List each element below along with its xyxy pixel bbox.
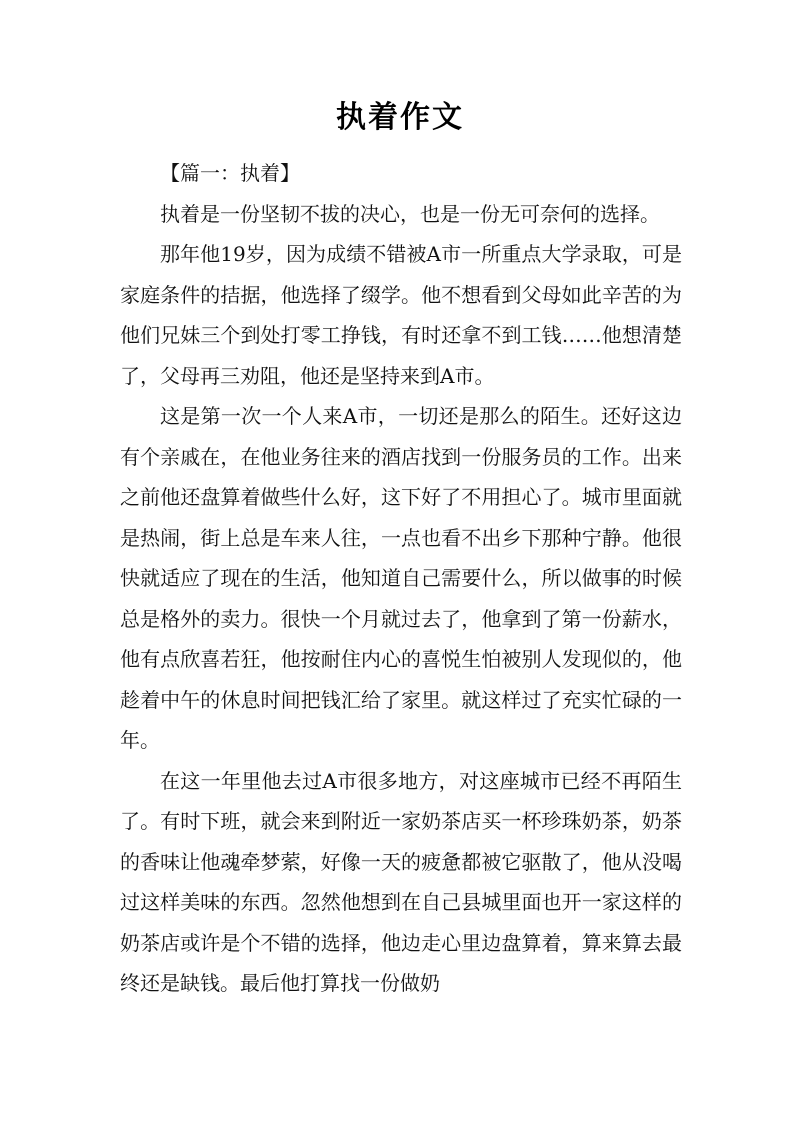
- section-heading: 【篇一：执着】: [160, 161, 300, 185]
- document-title: 执着作文: [336, 100, 464, 135]
- document-body: [120, 153, 682, 1004]
- paragraph-4: 在这一年里他去过A市很多地方，对这座城市已经不再陌生了。有时下班，就会来到附近一家奶茶店买一杯珍珠奶茶，奶茶的香味让他魂牵梦萦，好像一天的疲惫都被它驱散了，他从没喝过这样美味的东西。忽然他想到在自己县城里面也开一家这样的奶茶店或许是个不错的选择，他边走心里边盘算着，算来算去最终还是缺钱。最后他打算找一份做奶: [120, 768, 682, 995]
- paragraph-3: 这是第一次一个人来A市，一切还是那么的陌生。还好这边有个亲戚在，在他业务往来的酒店找到一份服务员的工作。出来之前他还盘算着做些什么好，这下好了不用担心了。城市里面就是热闹，街上总是车来人往，一点也看不出乡下那种宁静。他很快就适应了现在的生活，他知道自己需要什么，所以做事的时候总是格外的卖力。很快一个月就过去了，他拿到了第一份薪水，他有点欣喜若狂，他按耐住内心的喜悦生怕被别人发现似的，他趁着中午的休息时间把钱汇给了家里。就这样过了充实忙碌的一年。: [120, 404, 682, 752]
- paragraph-2: 那年他19岁，因为成绩不错被A市一所重点大学录取，可是家庭条件的拮据，他选择了缀学。他不想看到父母如此辛苦的为他们兄妹三个到处打零工挣钱，有时还拿不到工钱……他想清楚了，父母再三劝阻，他还是坚持来到A市。: [120, 242, 682, 388]
- paragraph-1: 执着是一份坚韧不拔的决心，也是一份无可奈何的选择。: [160, 201, 660, 226]
